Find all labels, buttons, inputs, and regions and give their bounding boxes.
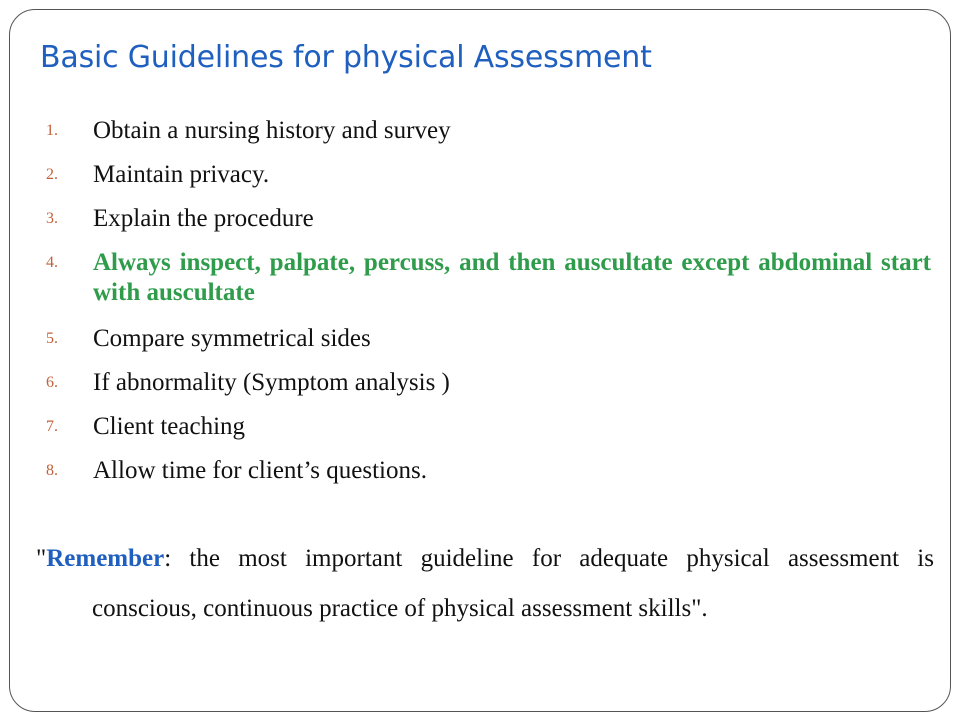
item-number: 2. [46, 166, 58, 183]
list-item-4-highlighted [46, 248, 931, 308]
item-text: Compare symmetrical sides [93, 325, 371, 352]
item-number: 8. [46, 462, 58, 479]
item-number: 1. [46, 122, 58, 139]
slide-title: Basic Guidelines for physical Assessment [40, 40, 652, 75]
item-text: If abnormality (Symptom analysis ) [93, 369, 450, 396]
list-item-5 [46, 324, 931, 354]
item-text: Obtain a nursing history and survey [93, 117, 451, 144]
list-item-8 [46, 456, 931, 486]
item-number: 3. [46, 210, 58, 227]
list-item-2 [46, 160, 931, 190]
item-text: Explain the procedure [93, 205, 314, 232]
item-number: 5. [46, 330, 58, 347]
item-number: 6. [46, 374, 58, 391]
list-item-1 [46, 116, 931, 146]
item-text: Maintain privacy. [93, 161, 270, 188]
item-text: Allow time for client’s questions. [93, 457, 427, 484]
open-quote: " [36, 545, 47, 572]
remember-note [36, 534, 934, 634]
item-text: Client teaching [93, 413, 246, 440]
item-number: 4. [46, 254, 58, 271]
guidelines-list [46, 116, 931, 500]
item-number: 7. [46, 418, 58, 435]
list-item-7 [46, 412, 931, 442]
remember-keyword: Remember [46, 545, 165, 572]
list-item-6 [46, 368, 931, 398]
list-item-3 [46, 204, 931, 234]
item-text: Always inspect, palpate, percuss, and then auscultate except abdominal start with auscultate [93, 249, 931, 306]
remember-body: : the most important guideline for adequate physical assessment is conscious, continuous practice of physical assessment skills". [92, 545, 934, 622]
